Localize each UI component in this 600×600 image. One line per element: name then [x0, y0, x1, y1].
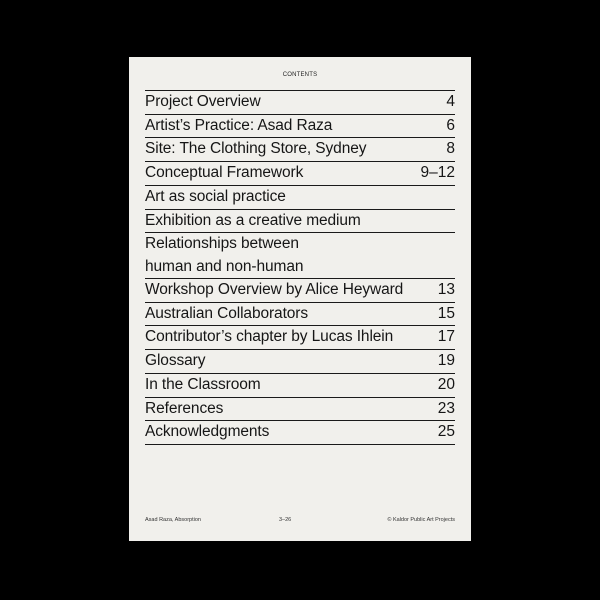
- toc-entry-page: 23: [437, 399, 455, 417]
- toc-entry: [145, 303, 455, 327]
- toc-entry-title: Site: The Clothing Store, Sydney: [145, 140, 367, 158]
- footer-copyright: © Kaldor Public Art Projects: [387, 517, 455, 523]
- toc-entry-title: Glossary: [145, 352, 206, 370]
- toc-entry-title: References: [145, 399, 224, 417]
- toc-entry-title: Relationships between human and non-human: [145, 235, 304, 275]
- toc-entry-page: 13: [437, 281, 455, 299]
- toc-entry-title: Acknowledgments: [145, 423, 270, 441]
- toc-entry: [145, 326, 455, 350]
- toc-entry-title: Australian Collaborators: [145, 304, 309, 322]
- toc-entry-page: 4: [446, 93, 455, 110]
- toc-entry-title: In the Classroom: [145, 375, 261, 393]
- toc-entry: [145, 279, 455, 303]
- toc-entry-page: 17: [437, 328, 455, 346]
- document-page: [129, 57, 471, 541]
- toc-entry-title: Artist’s Practice: Asad Raza: [145, 116, 333, 134]
- toc-entry: [145, 115, 455, 139]
- toc-entry: [145, 138, 455, 162]
- toc-entry-title: Project Overview: [145, 93, 261, 110]
- toc-entry: [145, 350, 455, 374]
- toc-entry: [145, 210, 455, 234]
- table-of-contents: [145, 90, 455, 445]
- toc-entry: [145, 374, 455, 398]
- footer-page-range: 3–26: [279, 517, 292, 523]
- footer-title: Asad Raza, Absorption: [145, 517, 201, 523]
- contents-heading: CONTENTS: [282, 72, 318, 78]
- toc-entry-page: 6: [446, 116, 455, 134]
- toc-entry: [145, 421, 455, 445]
- toc-entry-page: 25: [437, 423, 455, 441]
- toc-entry-page: 19: [437, 352, 455, 370]
- toc-entry-page: 8: [446, 140, 455, 158]
- toc-entry-title: Workshop Overview by Alice Heyward: [145, 281, 404, 299]
- toc-entry-title: Conceptual Framework: [145, 164, 304, 182]
- toc-entry: [145, 162, 455, 186]
- toc-entry-title: Exhibition as a creative medium: [145, 211, 361, 229]
- toc-entry: [145, 233, 455, 279]
- toc-entry-page: 20: [437, 375, 455, 393]
- toc-entry: [145, 186, 455, 210]
- toc-entry-page: 15: [437, 304, 455, 322]
- toc-entry: [145, 91, 455, 115]
- toc-entry-title: Art as social practice: [145, 187, 286, 205]
- toc-entry: [145, 398, 455, 422]
- toc-entry-title: Contributor’s chapter by Lucas Ihlein: [145, 328, 394, 346]
- toc-entry-page: 9–12: [420, 164, 455, 182]
